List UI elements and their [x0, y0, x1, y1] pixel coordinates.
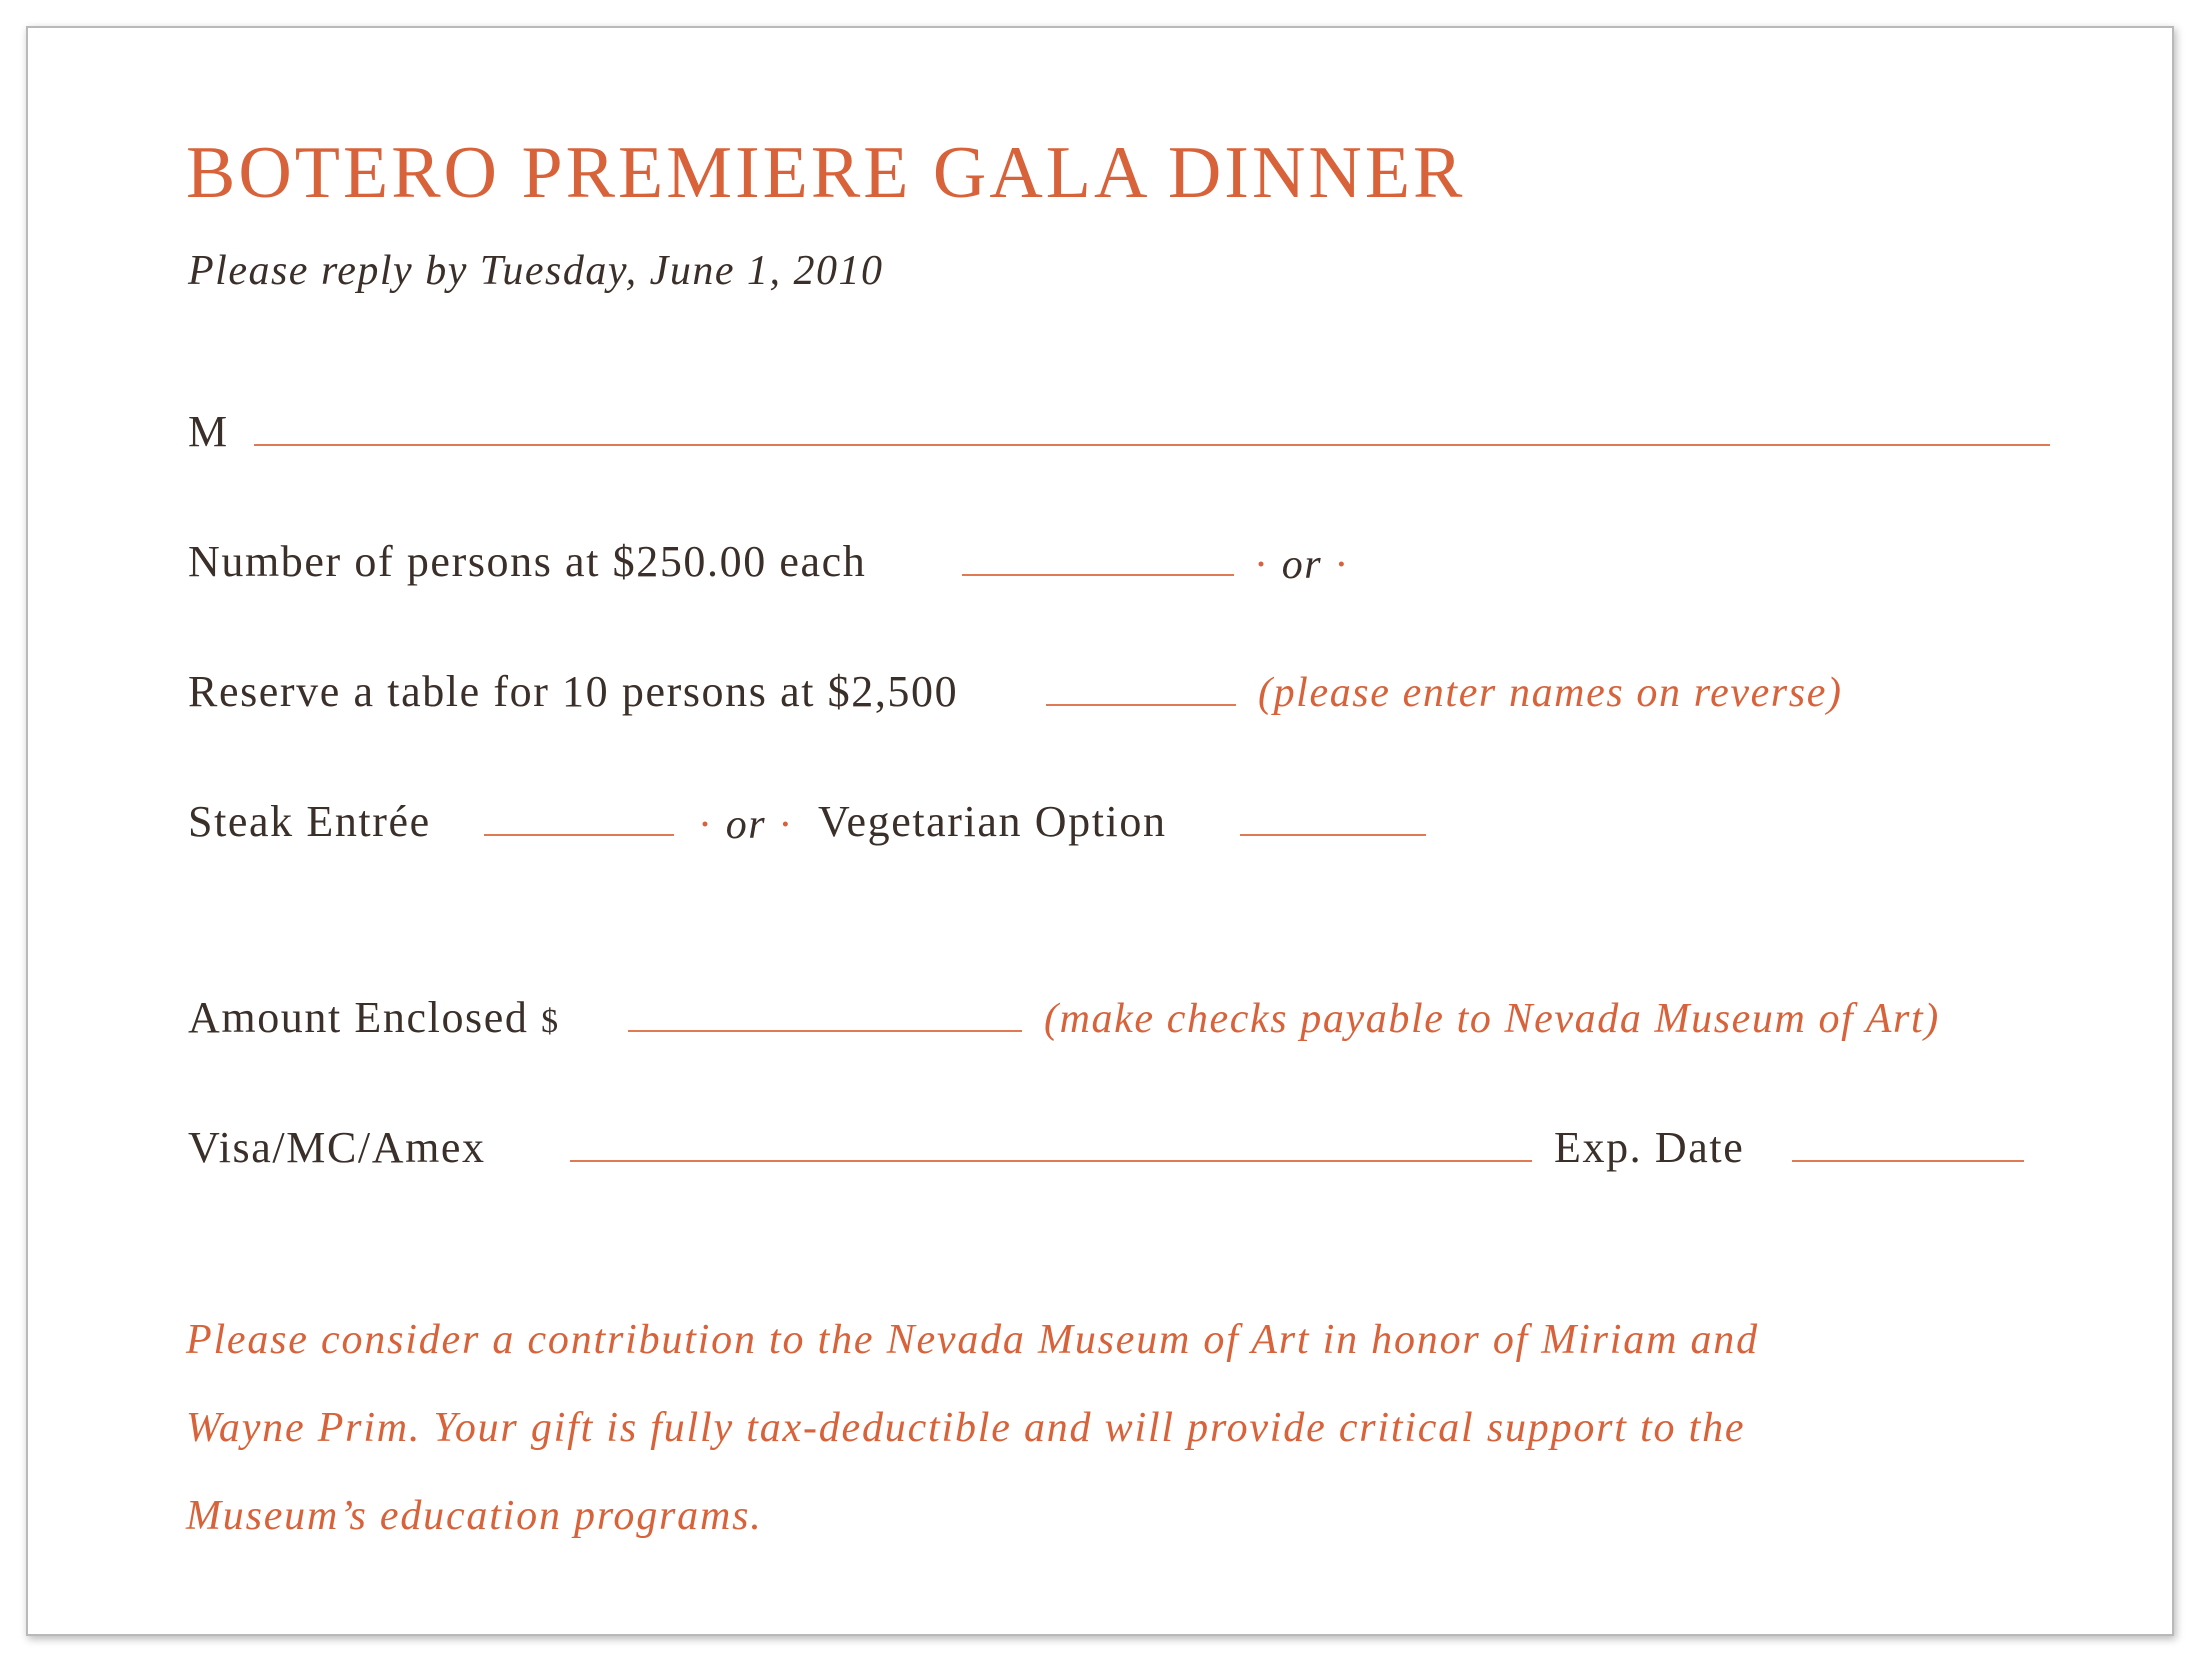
or-separator-entree: [698, 804, 794, 846]
card-label: Visa/MC/Amex: [188, 1123, 486, 1172]
persons-count-field[interactable]: [962, 574, 1234, 576]
amount-field[interactable]: [628, 1030, 1022, 1032]
contribution-line-3: Museum’s education programs.: [186, 1493, 763, 1539]
contribution-note: [186, 1296, 1966, 1560]
rsvp-card: [26, 26, 2174, 1636]
amount-note: (make checks payable to Nevada Museum of Art): [1044, 996, 1940, 1042]
or-separator: [1254, 544, 1350, 586]
table-count-field[interactable]: [1046, 704, 1236, 706]
card-number-field[interactable]: [570, 1160, 1532, 1162]
contribution-line-1: Please consider a contribution to the Nevada Museum of Art in honor of Miriam and: [186, 1317, 1759, 1363]
contribution-line-2: Wayne Prim. Your gift is fully tax-deductible and will provide critical support to the: [186, 1405, 1746, 1451]
persons-label: Number of persons at $250.00 each: [188, 537, 867, 586]
or-text: or: [725, 802, 767, 848]
exp-date-label: Exp. Date: [1554, 1123, 1745, 1172]
amount-label-text: Amount Enclosed: [188, 993, 529, 1042]
form-title: BOTERO PREMIERE GALA DINNER: [186, 132, 1466, 214]
dot-separator: ·: [698, 802, 714, 848]
name-field[interactable]: [254, 444, 2050, 446]
steak-label: Steak Entrée: [188, 797, 431, 846]
table-label: Reserve a table for 10 persons at $2,500: [188, 667, 959, 716]
exp-date-field[interactable]: [1792, 1160, 2024, 1162]
steak-count-field[interactable]: [484, 834, 674, 836]
dot-separator: ·: [1254, 542, 1270, 588]
or-text: or: [1281, 542, 1323, 588]
table-note: (please enter names on reverse): [1258, 670, 1843, 716]
amount-label: [188, 993, 560, 1042]
reply-by-date: Please reply by Tuesday, June 1, 2010: [188, 248, 884, 294]
dot-separator: ·: [778, 802, 794, 848]
dot-separator: ·: [1334, 542, 1350, 588]
currency-symbol: $: [541, 1003, 560, 1040]
vegetarian-count-field[interactable]: [1240, 834, 1426, 836]
vegetarian-label: Vegetarian Option: [818, 797, 1167, 846]
name-prefix-label: M: [188, 407, 229, 456]
